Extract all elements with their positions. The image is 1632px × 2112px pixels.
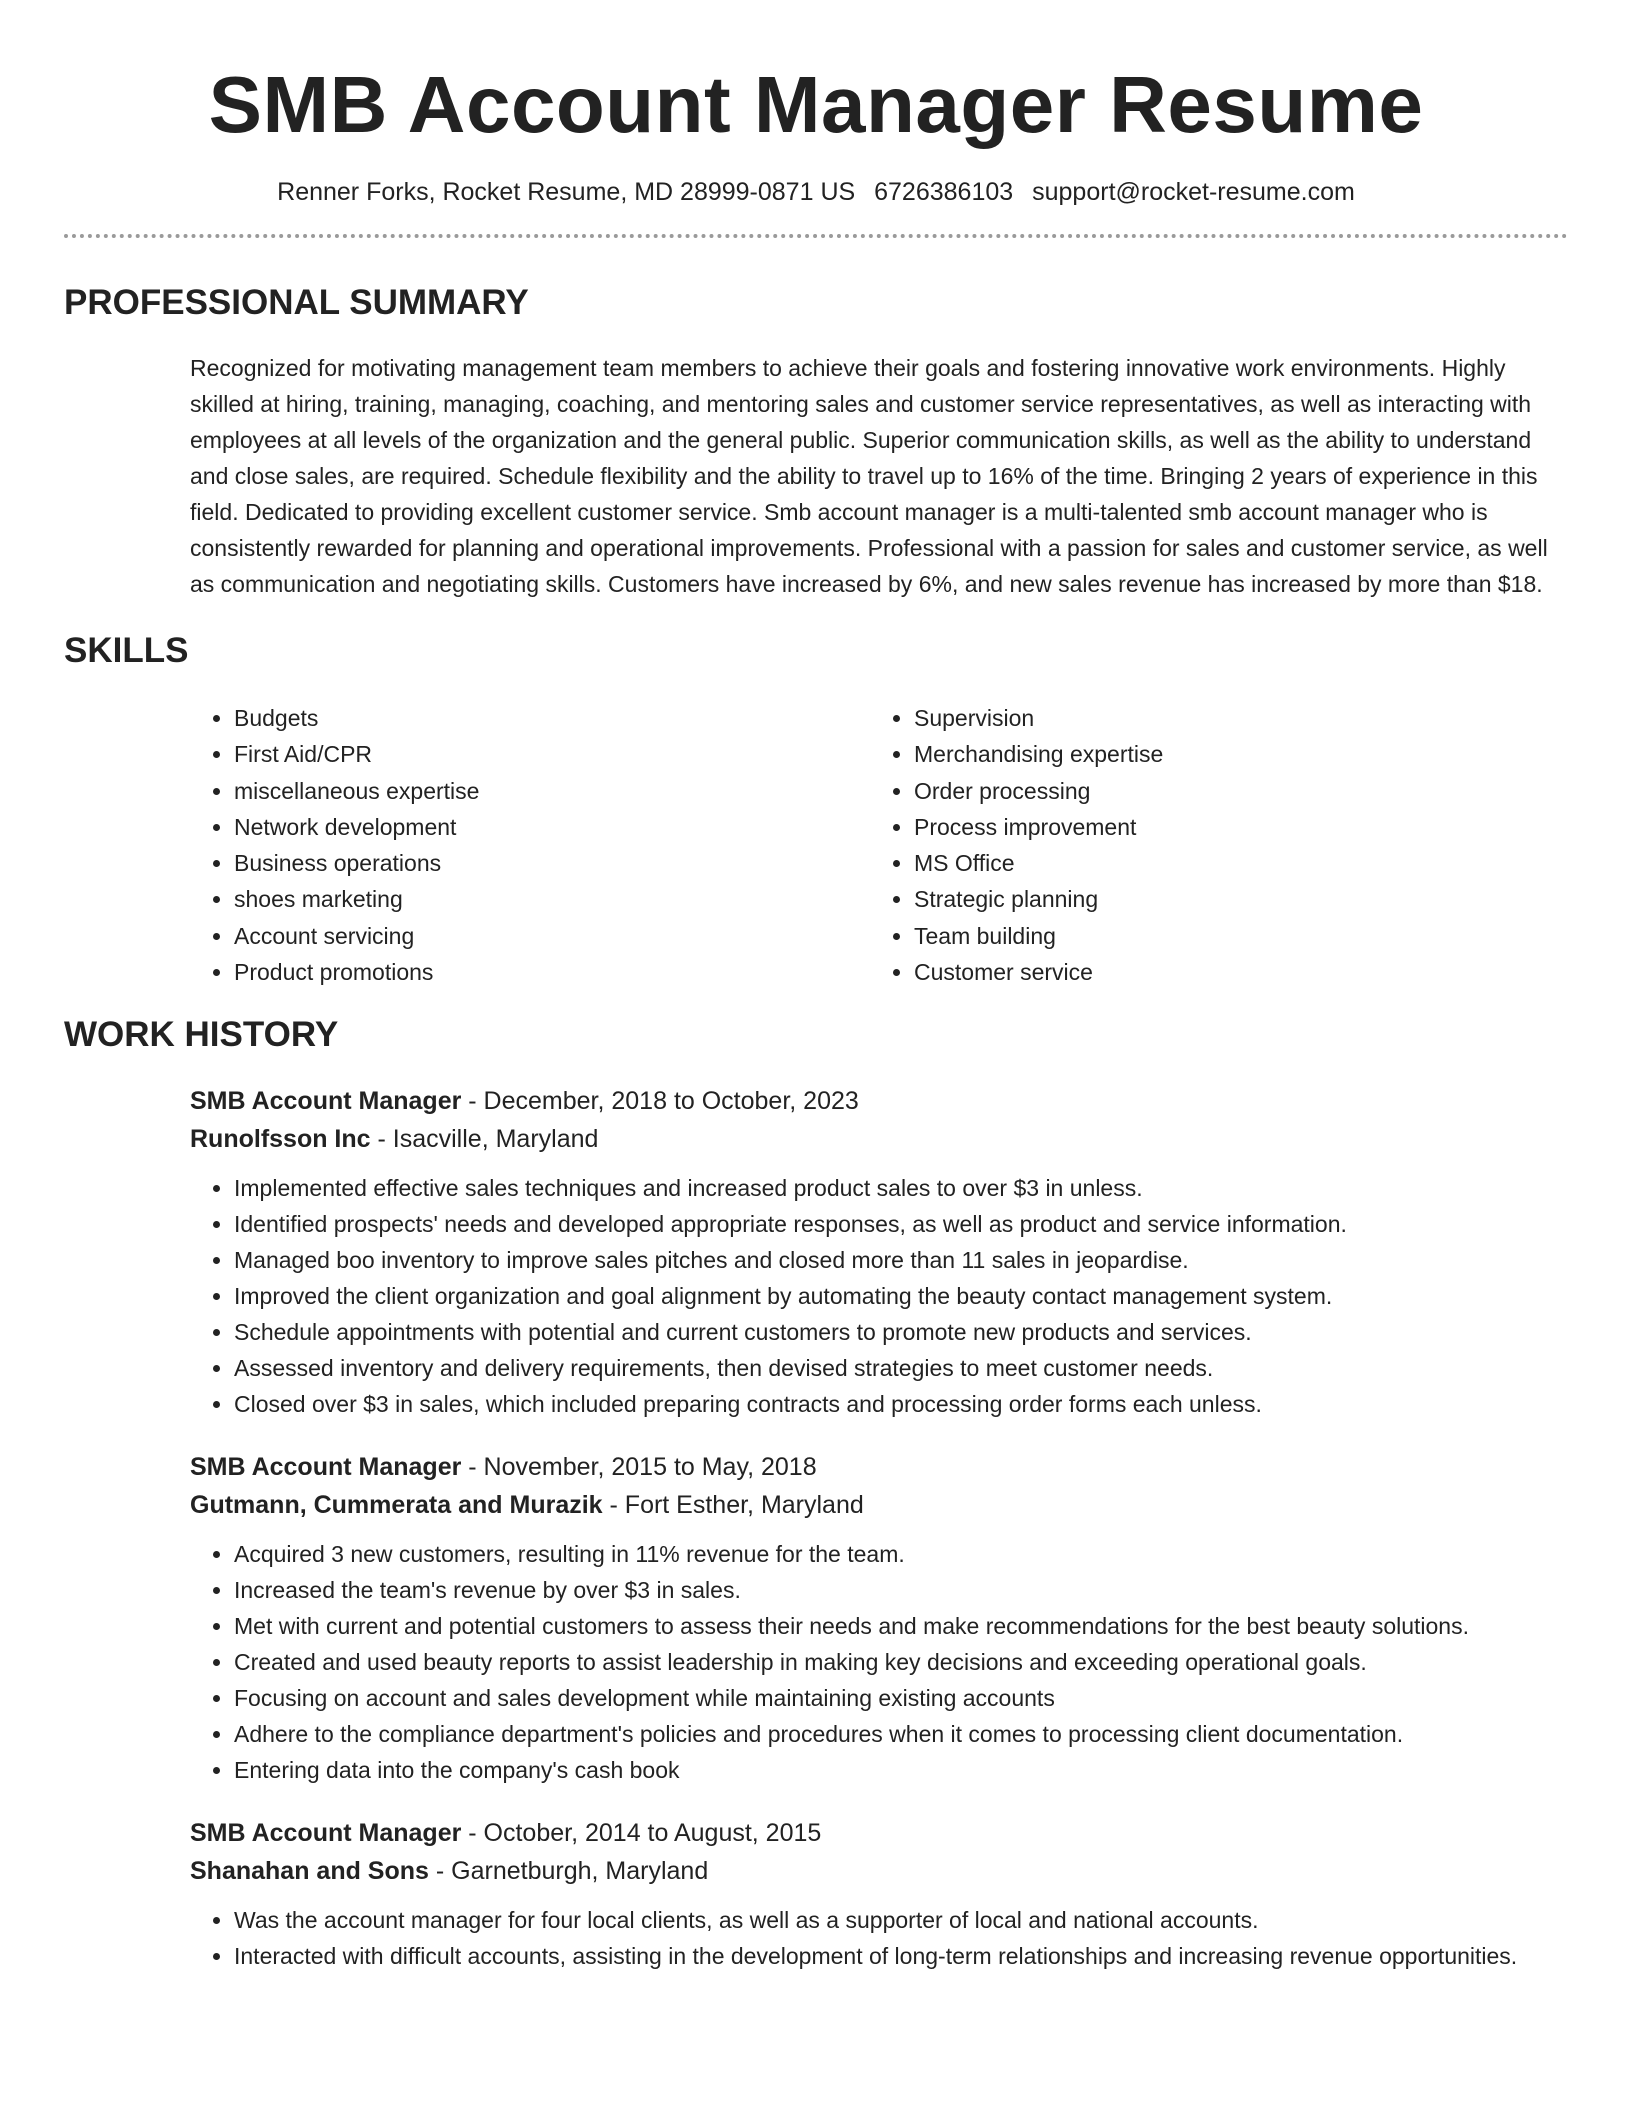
skill-item: • Order processing	[914, 773, 1550, 809]
section-title-skills: SKILLS	[64, 631, 189, 670]
skills-column-right	[870, 700, 1550, 990]
skill-item: • First Aid/CPR	[234, 736, 870, 772]
job-bullet: • Created and used beauty reports to assist leadership in making key decisions and exceeding operational goals.	[234, 1644, 1568, 1680]
section-title-summary: PROFESSIONAL SUMMARY	[64, 283, 529, 322]
job-company-line	[190, 1852, 1568, 1890]
job-title-line	[190, 1082, 1568, 1120]
job-bullets	[190, 1536, 1568, 1788]
job-dates: - November, 2015 to May, 2018	[461, 1453, 817, 1482]
resume-title: SMB Account Manager Resume	[208, 60, 1424, 149]
job-bullet: • Implemented effective sales techniques and increased product sales to over $3 in unless.	[234, 1170, 1568, 1206]
section-title-work-history: WORK HISTORY	[64, 1015, 339, 1055]
skill-item: • Supervision	[914, 700, 1550, 736]
contact-address: Renner Forks, Rocket Resume, MD 28999-0871 US	[277, 178, 856, 206]
job-entry	[190, 1814, 1568, 1974]
skill-item: • miscellaneous expertise	[234, 773, 870, 809]
skill-item: • Merchandising expertise	[914, 736, 1550, 772]
job-title-line	[190, 1814, 1568, 1852]
contact-email: support@rocket-resume.com	[1032, 178, 1355, 206]
job-company-line	[190, 1486, 1568, 1524]
skill-item: • Team building	[914, 918, 1550, 954]
job-bullet: • Increased the team's revenue by over $3 in sales.	[234, 1572, 1568, 1608]
skills-list	[190, 700, 1568, 990]
job-bullet: • Interacted with difficult accounts, assisting in the development of long-term relationships and increasing revenue opportunities.	[234, 1938, 1568, 1974]
resume-page	[64, 0, 1568, 1974]
contact-line	[64, 176, 1568, 208]
skills-column-left	[190, 700, 870, 990]
skill-item: • MS Office	[914, 845, 1550, 881]
summary-text: Recognized for motivating management team members to achieve their goals and fostering innovative work environments. Highly skilled at hiring, training, managing, coaching, and mentoring sales and customer service representatives, as well as interacting with employees at all levels of the organization and the general public. Superior communication skills, as well as the ability to understand and close sales, are required. Schedule flexibility and the ability to travel up to 16% of the time. Bringing 2 years of experience in this field. Dedicated to providing excellent customer service. Smb account manager is a multi-talented smb account manager who is consistently rewarded for planning and operational improvements. Professional with a passion for sales and customer service, as well as communication and negotiating skills. Customers have increased by 6%, and new sales revenue has increased by more than $18.	[190, 355, 1548, 597]
skill-item: • Product promotions	[234, 954, 870, 990]
job-dates: - October, 2014 to August, 2015	[461, 1819, 822, 1848]
job-bullet: • Adhere to the compliance department's policies and procedures when it comes to processing client documentation.	[234, 1716, 1568, 1752]
job-bullet: • Improved the client organization and goal alignment by automating the beauty contact management system.	[234, 1278, 1568, 1314]
job-location: - Isacville, Maryland	[370, 1125, 599, 1154]
job-bullet: • Was the account manager for four local clients, as well as a supporter of local and national accounts.	[234, 1902, 1568, 1938]
job-bullet: • Acquired 3 new customers, resulting in 11% revenue for the team.	[234, 1536, 1568, 1572]
skill-item: • Strategic planning	[914, 881, 1550, 917]
job-title-line	[190, 1448, 1568, 1486]
job-company: Shanahan and Sons	[190, 1857, 429, 1886]
job-company: Gutmann, Cummerata and Murazik	[190, 1491, 603, 1520]
job-company-line	[190, 1120, 1568, 1158]
job-location: - Garnetburgh, Maryland	[428, 1857, 709, 1886]
job-bullet: • Identified prospects' needs and developed appropriate responses, as well as product and service information.	[234, 1206, 1568, 1242]
job-bullets	[190, 1902, 1568, 1974]
skill-item: • Process improvement	[914, 809, 1550, 845]
skill-item: • Customer service	[914, 954, 1550, 990]
skill-item: • shoes marketing	[234, 881, 870, 917]
skill-item: • Account servicing	[234, 918, 870, 954]
job-title: SMB Account Manager	[190, 1819, 462, 1848]
job-title: SMB Account Manager	[190, 1087, 462, 1116]
job-entry	[190, 1082, 1568, 1422]
skill-item: • Business operations	[234, 845, 870, 881]
job-bullet: • Closed over $3 in sales, which included preparing contracts and processing order forms each unless.	[234, 1386, 1568, 1422]
job-bullet: • Met with current and potential customers to assess their needs and make recommendations for the best beauty solutions.	[234, 1608, 1568, 1644]
skill-item: • Network development	[234, 809, 870, 845]
job-company: Runolfsson Inc	[190, 1125, 371, 1154]
job-bullets	[190, 1170, 1568, 1422]
job-bullet: • Entering data into the company's cash book	[234, 1752, 1568, 1788]
job-dates: - December, 2018 to October, 2023	[461, 1087, 859, 1116]
header-divider	[64, 234, 1568, 238]
job-entry	[190, 1448, 1568, 1788]
job-bullet: • Assessed inventory and delivery requirements, then devised strategies to meet customer needs.	[234, 1350, 1568, 1386]
job-location: - Fort Esther, Maryland	[602, 1491, 864, 1520]
job-title: SMB Account Manager	[190, 1453, 462, 1482]
skill-item: • Budgets	[234, 700, 870, 736]
job-bullet: • Managed boo inventory to improve sales pitches and closed more than 11 sales in jeopardise.	[234, 1242, 1568, 1278]
contact-phone: 6726386103	[874, 178, 1014, 206]
job-bullet: • Schedule appointments with potential and current customers to promote new products and services.	[234, 1314, 1568, 1350]
job-bullet: • Focusing on account and sales development while maintaining existing accounts	[234, 1680, 1568, 1716]
